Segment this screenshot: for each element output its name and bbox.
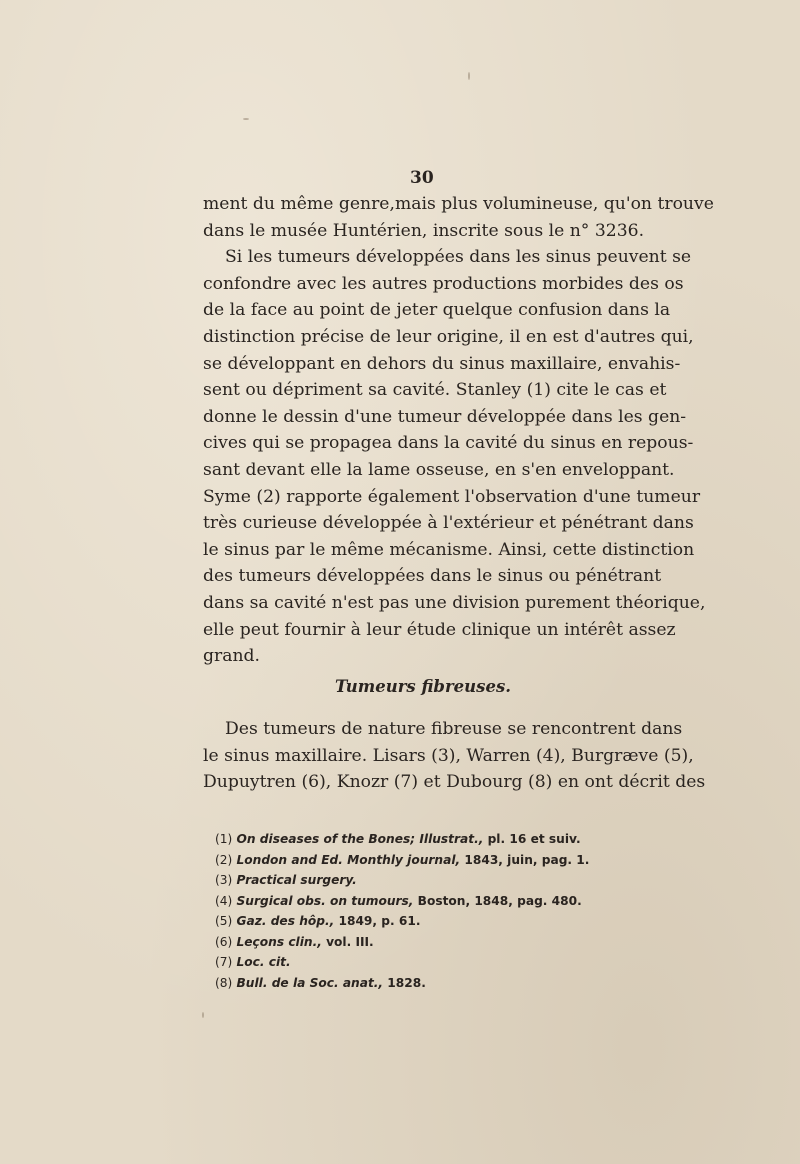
text-line: donne le dessin d'une tumeur développée dans les gen- [203, 406, 687, 427]
footnote [215, 952, 635, 973]
footnote-source: Leçons clin., [236, 934, 322, 949]
footnote [215, 891, 635, 912]
footnote-number: (6) [215, 934, 233, 949]
footnote-number: (5) [215, 914, 233, 928]
footnote-detail: 1828. [383, 975, 426, 990]
text-line: Dupuytren (6), Knozr (7) et Dubourg (8) en ont décrit des [203, 772, 706, 793]
footnote-number: (3) [215, 873, 233, 887]
footnote-source: Surgical obs. on tumours, [236, 893, 414, 908]
text-line: dans le musée Huntérien, inscrite sous le n° 3236. [203, 220, 645, 241]
footnote-source: Practical surgery. [236, 873, 357, 887]
text-line: cives qui se propagea dans la cavité du sinus en repous- [203, 433, 694, 454]
footnote-source: On diseases of the Bones; Illustrat., [236, 832, 484, 846]
footnote-source: Bull. de la Soc. anat., [236, 975, 384, 990]
text-line: distinction précise de leur origine, il en est d'autres qui, [203, 326, 694, 347]
text-line: sent ou dépriment sa cavité. Stanley (1) cite le cas et [203, 380, 667, 401]
page-number: 30 [410, 168, 434, 188]
text-line: de la face au point de jeter quelque confusion dans la [203, 300, 671, 321]
footnote-number: (2) [215, 852, 233, 867]
text-line: sant devant elle la lame osseuse, en s'en enveloppant. [203, 459, 675, 480]
section-heading: Tumeurs fibreuses. [335, 677, 511, 696]
text-line: confondre avec les autres productions morbides des os [203, 273, 684, 294]
text-line: le sinus maxillaire. Lisars (3), Warren (4), Burgræve (5), [203, 745, 694, 766]
footnote-detail: pl. 16 et suiv. [483, 832, 581, 846]
text-line: grand. [203, 646, 261, 667]
text-line: Des tumeurs de nature fibreuse se rencontrent dans [225, 719, 683, 739]
text-line: Si les tumeurs développées dans les sinus peuvent se [225, 247, 692, 268]
footnote-detail: 1843, juin, pag. 1. [460, 852, 590, 867]
footnote-number: (7) [215, 955, 233, 969]
footnote-detail: 1849, p. 61. [334, 914, 421, 928]
footnote [215, 850, 635, 871]
text-line: très curieuse développée à l'extérieur et pénétrant dans [203, 513, 694, 534]
body-paragraphs [203, 191, 714, 670]
footnote-number: (4) [215, 893, 233, 908]
footnote-detail: Boston, 1848, pag. 480. [413, 893, 582, 908]
footnote [215, 911, 635, 932]
paper-speck [243, 118, 249, 120]
paper-speck [202, 1012, 204, 1018]
footnote [215, 829, 635, 850]
footnote-number: (8) [215, 975, 233, 990]
footnote [215, 932, 635, 953]
text-line: se développant en dehors du sinus maxillaire, envahis- [203, 353, 681, 374]
footnote-detail: vol. III. [321, 934, 374, 949]
text-line: ment du même genre,mais plus volumineuse, qu'on trouve [203, 194, 714, 214]
text-line: le sinus par le même mécanisme. Ainsi, cette distinction [203, 539, 695, 560]
section-paragraph [203, 716, 706, 796]
footnote-source: Gaz. des hôp., [236, 914, 335, 928]
text-line: elle peut fournir à leur étude clinique un intérêt assez [203, 619, 676, 640]
text-line: dans sa cavité n'est pas une division purement théorique, [203, 592, 706, 613]
footnote-number: (1) [215, 832, 233, 846]
footnote-source: London and Ed. Monthly journal, [236, 852, 461, 867]
footnotes [215, 829, 635, 993]
footnote-source: Loc. cit. [236, 955, 291, 969]
text-line: Syme (2) rapporte également l'observation d'une tumeur [203, 486, 701, 507]
text-line: des tumeurs développées dans le sinus ou pénétrant [203, 566, 662, 587]
footnote [215, 870, 635, 891]
paper-speck [468, 72, 470, 80]
footnote [215, 973, 635, 994]
